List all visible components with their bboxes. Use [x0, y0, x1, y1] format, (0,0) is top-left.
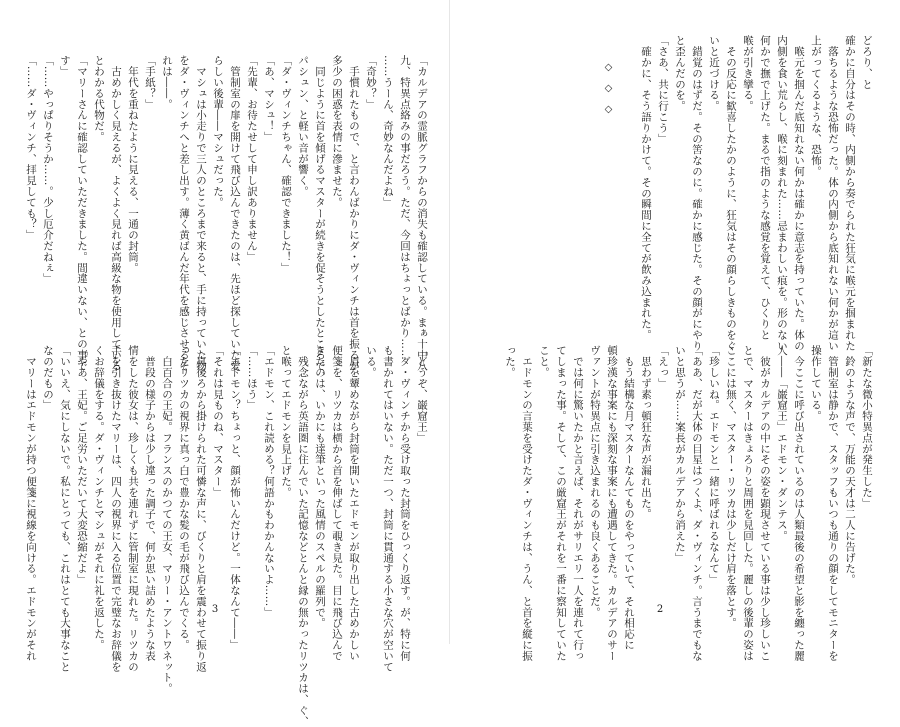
text-line: 「奇妙？」 — [365, 55, 377, 110]
text-line: 管制室の扉を開けて飛び込んできたのは、先ほど探していた愛 — [229, 55, 241, 372]
text-line: 「ああ、だが大体の目星はつくよ、ダ・ヴィンチ。言うまでもな — [691, 345, 703, 662]
text-line: いと近づける。 — [708, 35, 720, 112]
text-line: 手を引き抜けたマリーは、四人の視界に入る位置で完璧なお辞儀を — [110, 345, 122, 672]
text-line: 「……ダ・ヴィンチ、拝見しても？」 — [25, 55, 37, 241]
text-line: ダ・ヴィンチから受け取った封筒をひっくり返す。が、特に何 — [399, 345, 411, 662]
text-line: 年代を重ねたように見える、一通の封筒。 — [127, 55, 139, 273]
text-line: とわかる代物だ。 — [93, 55, 105, 143]
text-line: 手慣れたもので、と言わんばかりにダ・ヴィンチは首を振るが、 — [348, 55, 360, 382]
text-line: 「さあ、共に行こう」 — [657, 35, 669, 144]
text-line: れは――。 — [161, 55, 173, 110]
text-line: 九、特異点絡みの事だろう。ただ、今回はちょっとばかり…… — [399, 55, 411, 361]
text-line: 内側を食い荒らし、喉に刻まれた……忌まわしい痕を。形のない — [776, 35, 788, 352]
text-line: 人――「巌窟王」エドモン・ダンテス。 — [776, 345, 788, 542]
text-line: 「手紙？」 — [144, 55, 156, 110]
text-line: 喉元を掴んだ底知れない何かは確かに意志を持っていた。体の — [793, 35, 805, 352]
text-line: 喉が引き攣る。 — [742, 35, 754, 112]
text-line: いと思うが……案長がカルデアから消えた」 — [674, 345, 686, 563]
text-line: 「ダ・ヴィンチちゃん、確認できました！」 — [280, 55, 292, 273]
text-line: ったリツカの視界に真っ白で豊かな髪の毛が飛び込んでくる。 — [178, 345, 190, 651]
text-line: 「いいえ、気にしないで。私にとっても、これはとても大事なこと — [59, 345, 71, 672]
text-line: 今ここに呼び出されているのは人類最後の希望と影を纏った麗 — [793, 345, 805, 662]
text-line: 「新たな微小特異点が発生した」 — [861, 345, 873, 509]
text-line: と喉ってエドモンを見上げた。 — [280, 345, 292, 498]
text-line: す」 — [59, 55, 71, 77]
text-line: いる。 — [365, 345, 377, 378]
text-line: なのだもの」 — [42, 345, 54, 411]
section-break-diamonds: ◇ ◇ ◇ — [603, 62, 614, 115]
text-line: では何に驚いたかと言えば、それがサリエリ一人を連れて行っ — [572, 345, 584, 662]
text-line: 「珍しいね。エドモンと一緒に呼ばれるなんて」 — [708, 345, 720, 585]
text-line: 眉を顰めながら封筒を開いたエドモンが取り出した古めかしい — [348, 345, 360, 662]
text-line: マシュは小走りで三人のところまで来ると、手に持っていた物 — [195, 55, 207, 372]
text-line: った。 — [504, 345, 516, 378]
text-line: 確かに自分はその時、内側から奏でられた狂気に喉元を掴まれた — [844, 35, 856, 352]
text-line: 「先輩、お待たせして申し訳ありません」 — [246, 55, 258, 263]
text-line: と歪んだのを。 — [674, 35, 686, 112]
text-line: 「カルデアの霊脈グラフからの消失も確認している。まぁ十中八 — [416, 55, 428, 372]
text-line: パシュン、と軽い音が響く。 — [297, 55, 309, 197]
text-line: 何かで撫で上げた。まるで指のような感覚を覚えて、ひくりと — [759, 35, 771, 341]
text-line: 彼がカルデアの中にその姿を顕現させている事は少し珍しいこ — [759, 345, 771, 662]
text-line: 多少の困惑を表情に滲ませた。 — [331, 55, 343, 208]
text-line: 頓珍漢な事案にも深刻な事案にも遭遇してきた。カルデアのサー — [606, 345, 618, 662]
text-line: どろり、と — [861, 35, 873, 90]
text-line: 「えっ」 — [657, 345, 669, 389]
text-line: くお辞儀をする。ダ・ヴィンチとマシュがそれに礼を返した。 — [93, 345, 105, 651]
text-line: も書かれてはいない。ただ一つ、封筒に貫通する小さな穴が空いて — [382, 345, 394, 672]
text-line: とで、マスターはきょろりと周囲を見回した。麗しの後輩の姿は — [742, 345, 754, 662]
text-line: 管制室は静かで、スタッフもいつも通りの顔をしてモニターを — [827, 345, 839, 662]
text-line: 「あ、マシュ！」 — [263, 55, 275, 143]
text-line: 「……やっぱりそうか……。少し厄介だねぇ」 — [42, 55, 54, 284]
text-line: ヴァントが特異点に引き込まれるのも良くあることだ。 — [589, 345, 601, 618]
text-line: 古めかしく見えるが、よくよく見れば高級な物を使用している — [110, 55, 122, 372]
text-line: 思わず素っ頓狂な声が漏れ出た。 — [640, 345, 652, 520]
text-line: 白百合の王妃。フランスのかつての王女、マリー・アントワネット。 — [161, 345, 173, 694]
text-line: 上がってくるような、恐怖。 — [810, 35, 822, 177]
text-line: てしまった事。そして、この厳窟王がそれを一番に察知していた — [555, 345, 567, 662]
text-line: 「……ほう」 — [246, 345, 258, 411]
text-line: 「マリーさんに確認していただきました。間違いない、との事で — [76, 55, 88, 372]
text-line: らしい後輩――マシュだった。 — [212, 55, 224, 208]
page-number-right: 2 — [656, 604, 664, 615]
text-line: 「やあ、王妃。ご足労いただいて大変恐縮だよ」 — [76, 345, 88, 585]
text-line: もう結構な月マスターなんてものをやっていて、それ相応に — [623, 345, 635, 651]
page-number-left: 3 — [211, 604, 219, 615]
text-line: マリーはエドモンが持つ便箋に視線を向ける。エドモンがそれ — [25, 345, 37, 662]
text-line: ……うーん、奇妙なんだよね」 — [382, 55, 394, 208]
text-line: 情をした彼女は、珍しくも共を連れずに管制室に現れた。リツカの — [127, 345, 139, 672]
text-line: ここには無く、マスター・リツカは少しだけ肩を落とす。 — [725, 345, 737, 629]
text-line: 確かに、そう語りかけて。その瞬間に全てが飲み込まれた。 — [640, 35, 652, 341]
text-line: 操作している。 — [810, 345, 822, 422]
text-line: 同じように首を傾げるマスターが続きを促そうとしたところで、 — [314, 55, 326, 382]
text-line: をダ・ヴィンチへと差し出す。薄く黄ばんだ年代を感じさせるそ — [178, 55, 190, 372]
right-lower-text-block — [495, 345, 875, 662]
text-line: 便箋を、リツカは横から首を伸ばして覗き見た。目に飛び込んで — [331, 345, 343, 662]
text-line: 普段の様子からは少し違った調子で、何か思い詰めたような表 — [144, 345, 156, 662]
text-line: きたのは、いかにも達筆といった風情のスペルの羅列で。 — [314, 345, 326, 629]
text-line: 「エドモン、これ読める？何語かもわかんないよ……」 — [263, 345, 275, 618]
text-line: 鈴のような声で、万能の天才は二人に告げた。 — [844, 345, 856, 585]
text-line: エドモンの言葉を受けたダ・ヴィンチは、うん、と首を縦に振 — [521, 345, 533, 662]
text-line: 落ちるような恐怖だった。体の内側から底知れない何かが這い — [827, 35, 839, 352]
text-line: 錯覚のはずだ。その筈なのに。確かに感じた。その顔がにやり — [691, 35, 703, 352]
text-line: 残念ながら英語圏に住んでいた記憶などとんと縁の無かったリツカは、ぐ、 — [297, 345, 309, 727]
text-line: 真後ろから掛けられた可憐な声に、びくりと肩を震わせて振り返 — [195, 345, 207, 672]
text-line: その反応に歓喜したかのように、狂気はその顔らしきものをぐ — [725, 35, 737, 352]
text-line: 「それは見ものね、マスター」 — [212, 345, 224, 498]
text-line: こと。 — [538, 345, 550, 378]
text-line: 「どうぞ、巌窟王」 — [416, 345, 428, 444]
left-lower-text-block — [22, 345, 430, 727]
right-upper-text-block — [635, 35, 875, 352]
page-right — [450, 0, 900, 662]
text-line: 「エドモン？ちょっと、顔が怖いんだけど。一体なんて――」 — [229, 345, 241, 651]
